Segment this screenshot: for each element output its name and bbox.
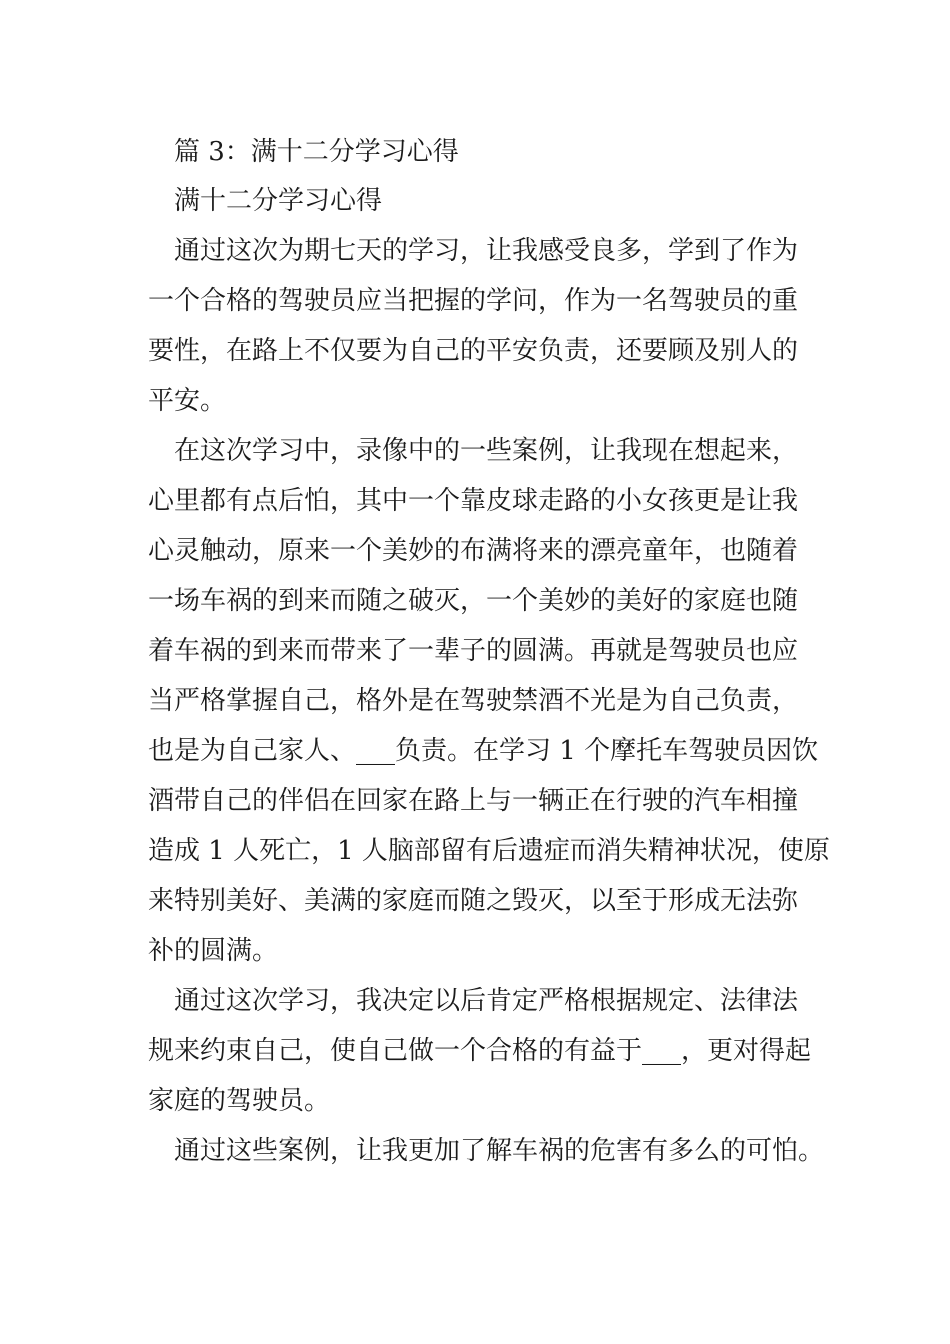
doc-heading: 篇 3：满十二分学习心得 (174, 137, 459, 167)
text-line: 也是为自己家人、___负责。在学习 1 个摩托车驾驶员因饮 (148, 736, 819, 766)
text-line: 要性，在路上不仅要为自己的平安负责，还要顾及别人的 (148, 336, 799, 366)
text-line: 造成 1 人死亡，1 人脑部留有后遗症而消失精神状况，使原 (148, 836, 830, 866)
text-line: 规来约束自己，使自己做一个合格的有益于___，更对得起 (148, 1036, 812, 1066)
text-line: 补的圆满。 (148, 936, 279, 966)
text-line: 当严格掌握自己，格外是在驾驶禁酒不光是为自己负责， (148, 686, 799, 716)
doc-subheading: 满十二分学习心得 (174, 186, 383, 216)
text-line: 心灵触动，原来一个美妙的布满将来的漂亮童年，也随着 (148, 536, 799, 566)
text-line: 一场车祸的到来而随之破灭，一个美妙的美好的家庭也随 (148, 586, 799, 616)
text-line: 酒带自己的伴侣在回家在路上与一辆正在行驶的汽车相撞 (148, 786, 799, 816)
text-line: 在这次学习中，录像中的一些案例，让我现在想起来， (174, 436, 799, 466)
text-line: 来特别美好、美满的家庭而随之毁灭，以至于形成无法弥 (148, 886, 799, 916)
text-line: 心里都有点后怕，其中一个靠皮球走路的小女孩更是让我 (148, 486, 799, 516)
text-line: 着车祸的到来而带来了一辈子的圆满。再就是驾驶员也应 (148, 636, 799, 666)
text-line: 通过这些案例，让我更加了解车祸的危害有多么的可怕。 (174, 1136, 825, 1166)
text-line: 一个合格的驾驶员应当把握的学问，作为一名驾驶员的重 (148, 286, 799, 316)
text-line: 平安。 (148, 386, 227, 416)
text-line: 通过这次学习，我决定以后肯定严格根据规定、法律法 (174, 986, 799, 1016)
text-line: 家庭的驾驶员。 (148, 1086, 331, 1116)
text-line: 通过这次为期七天的学习，让我感受良多，学到了作为 (174, 236, 799, 266)
